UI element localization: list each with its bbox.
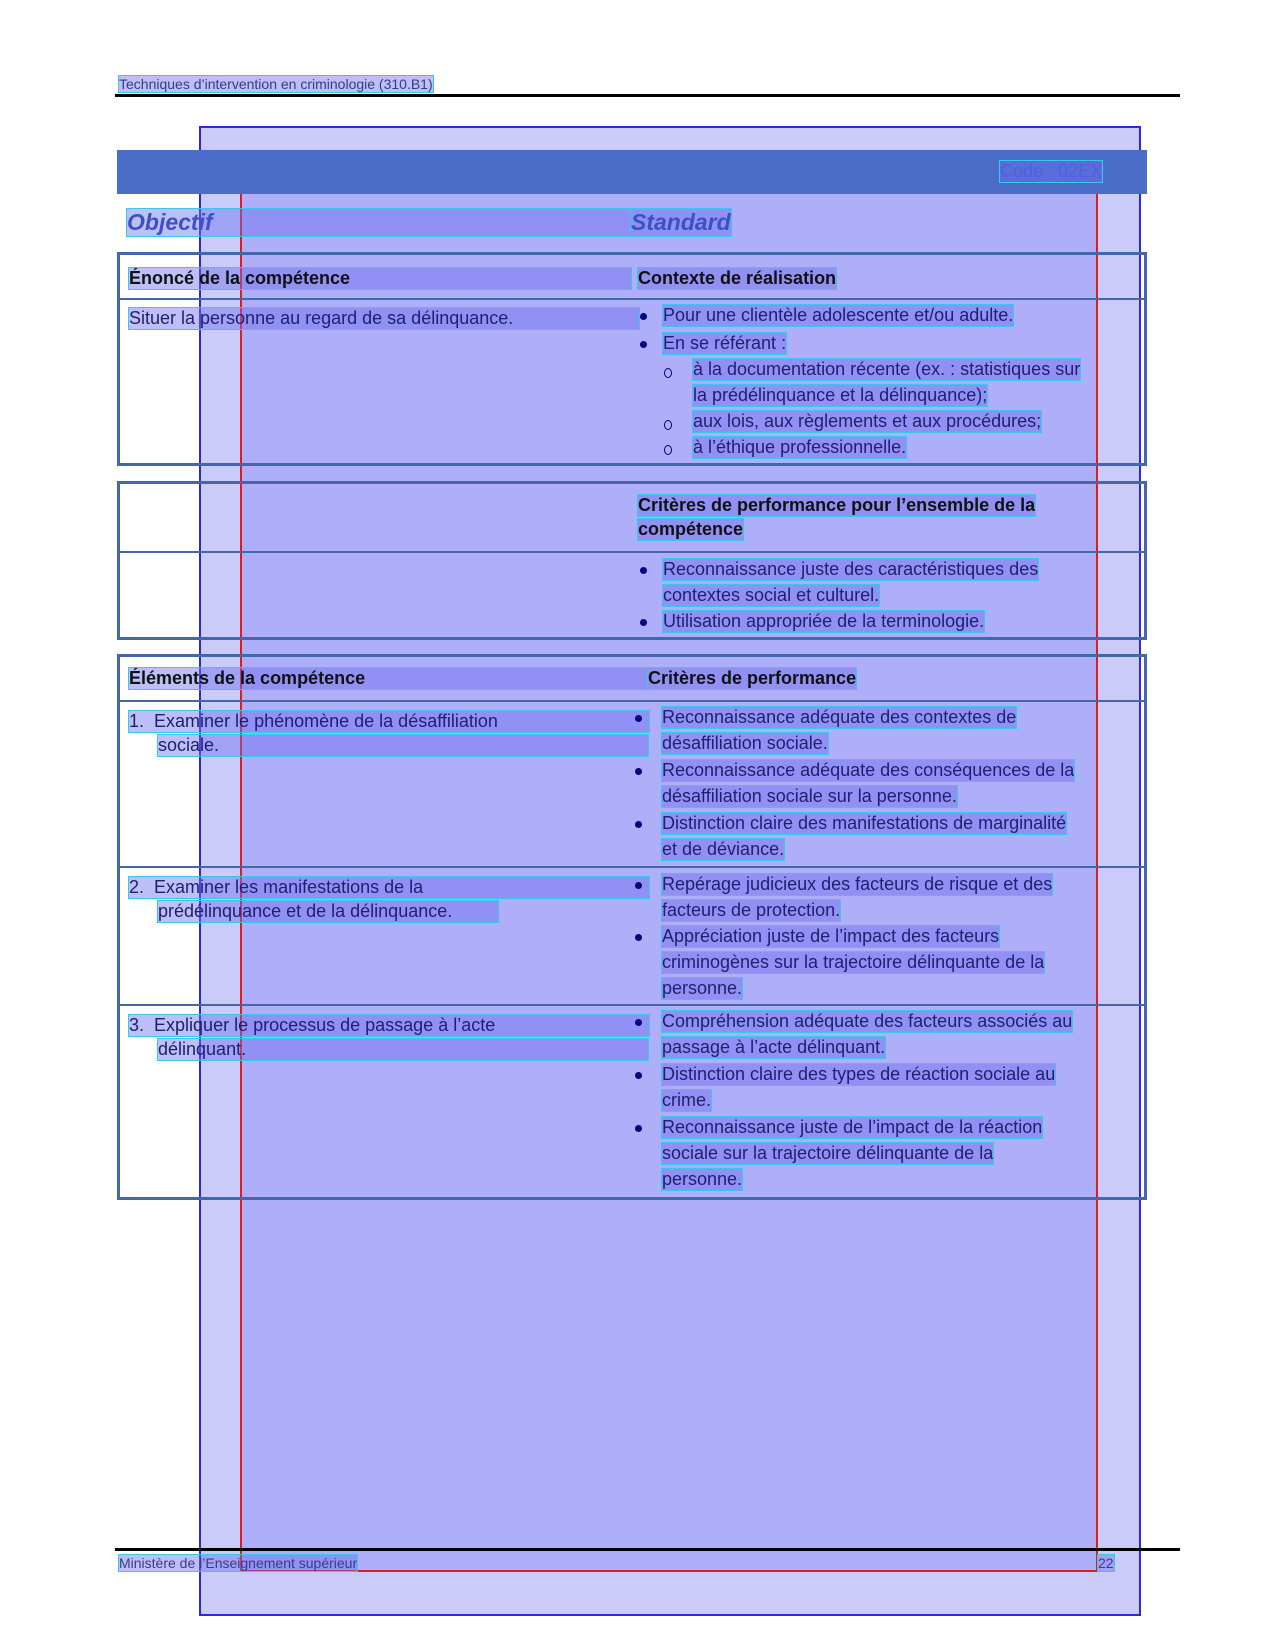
heading-objectif: Objectif (127, 209, 630, 236)
element-item: 2. Examiner les manifestations de la (129, 877, 649, 898)
bullet-icon (640, 313, 647, 320)
table-divider (117, 700, 1147, 702)
global-criteria-header: Critères de performance pour l’ensemble de la (638, 495, 1036, 515)
global-criterion: Utilisation appropriée de la terminologie. (663, 611, 985, 631)
element-item: prédélinquance et de la délinquance. (158, 901, 498, 922)
global-criteria-header: compétence (638, 519, 744, 539)
table-divider (117, 1004, 1147, 1006)
criterion: facteurs de protection. (662, 900, 841, 920)
element-item: 3. Expliquer le processus de passage à l’acte (129, 1015, 649, 1036)
bullet-icon (635, 934, 642, 941)
competence-statement: Situer la personne au regard de sa délinquance. (129, 308, 639, 329)
heading-standard: Standard (631, 209, 731, 235)
table-divider (117, 551, 1147, 553)
table-divider (117, 298, 1147, 300)
criterion: passage à l’acte délinquant. (662, 1037, 886, 1057)
context-subitem: à l’éthique professionnelle. (693, 437, 907, 457)
page-number: 22 (1098, 1555, 1114, 1571)
context-subitem: à la documentation récente (ex. : statistiques sur (693, 359, 1081, 379)
global-criterion: contextes social et culturel. (663, 585, 880, 605)
col-header-contexte: Contexte de réalisation (638, 268, 837, 288)
criterion: Distinction claire des manifestations de marginalité (662, 813, 1067, 833)
criterion: criminogènes sur la trajectoire délinquante de la (662, 952, 1045, 972)
context-subitem: aux lois, aux règlements et aux procédures; (693, 411, 1042, 431)
table-divider (117, 866, 1147, 868)
criterion: Reconnaissance juste de l’impact de la réaction (662, 1117, 1043, 1137)
context-item: En se référant : (663, 333, 787, 353)
element-item: sociale. (158, 735, 648, 756)
col-header-elements: Éléments de la compétence (129, 668, 647, 689)
code-label: Code : 02EX (1000, 161, 1103, 181)
sub-bullet-icon (664, 445, 672, 455)
criterion: et de déviance. (662, 839, 785, 859)
criterion: personne. (662, 978, 743, 998)
running-footer: Ministère de l’Enseignement supérieur (119, 1555, 358, 1571)
criterion: désaffiliation sociale sur la personne. (662, 786, 957, 806)
context-subitem: la prédélinquance et la délinquance); (693, 385, 988, 405)
bullet-icon (635, 768, 642, 775)
criterion: crime. (662, 1090, 711, 1110)
element-item: délinquant. (158, 1039, 648, 1060)
footer-rule (115, 1548, 1180, 1551)
context-item: Pour une clientèle adolescente et/ou adulte. (663, 305, 1014, 325)
criterion: Reconnaissance adéquate des contextes de (662, 707, 1017, 727)
criterion: Reconnaissance adéquate des conséquences de la (662, 760, 1075, 780)
sub-bullet-icon (664, 420, 672, 430)
bullet-icon (640, 567, 647, 574)
col-header-enonce: Énoncé de la compétence (129, 268, 631, 289)
bullet-icon (635, 1072, 642, 1079)
global-criterion: Reconnaissance juste des caractéristiques des (663, 559, 1039, 579)
element-item: 1. Examiner le phénomène de la désaffiliation (129, 711, 649, 732)
bullet-icon (640, 341, 647, 348)
criterion: sociale sur la trajectoire délinquante de la (662, 1143, 994, 1163)
sub-bullet-icon (664, 368, 672, 378)
bullet-icon (640, 619, 647, 626)
criterion: personne. (662, 1169, 743, 1189)
bullet-icon (635, 882, 642, 889)
bullet-icon (635, 821, 642, 828)
bullet-icon (635, 715, 642, 722)
bullet-icon (635, 1019, 642, 1026)
criterion: Appréciation juste de l’impact des facteurs (662, 926, 1000, 946)
criterion: Distinction claire des types de réaction sociale au (662, 1064, 1056, 1084)
code-bar (117, 150, 1147, 194)
criterion: désaffiliation sociale. (662, 733, 828, 753)
criterion: Compréhension adéquate des facteurs associés au (662, 1011, 1073, 1031)
bullet-icon (635, 1125, 642, 1132)
code-value: 02EX (1058, 161, 1103, 181)
running-header: Techniques d’intervention en criminologie (310.B1) (119, 76, 433, 92)
col-header-criteres: Critères de performance (648, 668, 857, 688)
criterion: Repérage judicieux des facteurs de risque et des (662, 874, 1053, 894)
header-rule (115, 94, 1180, 97)
